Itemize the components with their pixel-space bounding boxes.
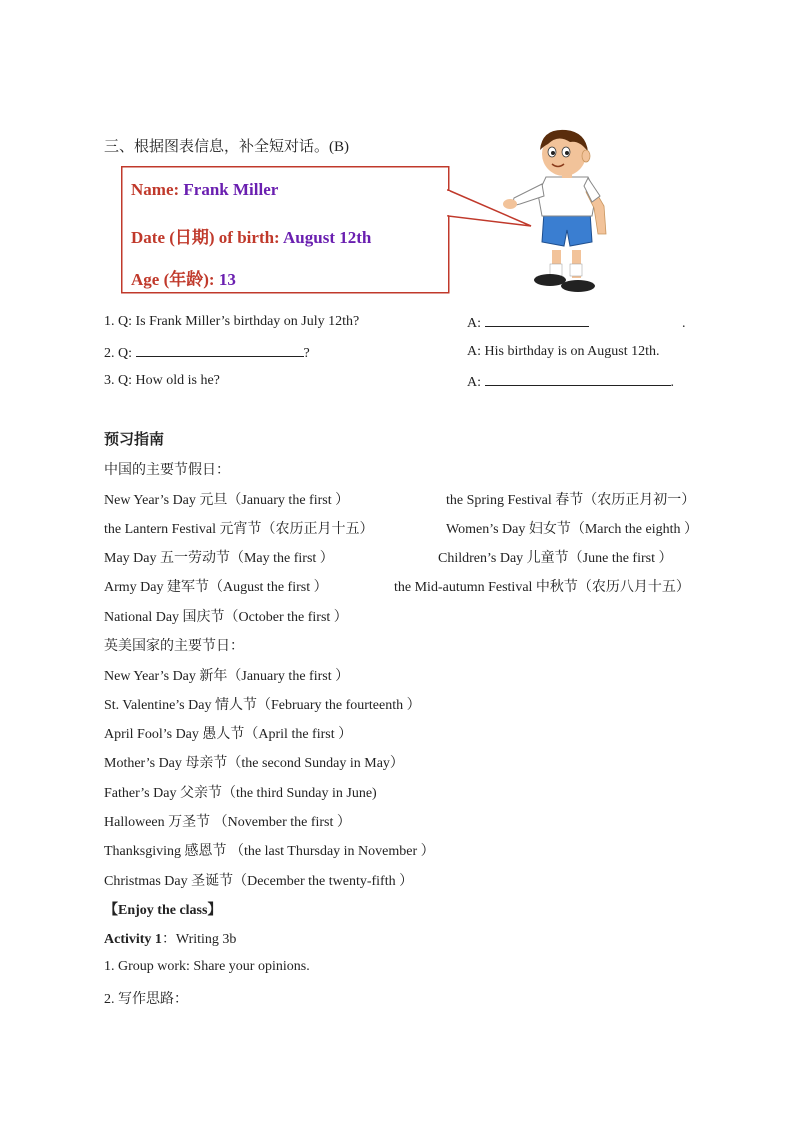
enjoy-item-1: 1. Group work: Share your opinions. — [104, 959, 310, 974]
question-3-text: 3. Q: How old is he? — [104, 373, 220, 388]
answer-1-label: A: — [467, 316, 481, 331]
question-3 — [104, 373, 220, 389]
activity-label: Activity 1 — [104, 932, 162, 947]
west-row-5: Father’s Day 父亲节（the third Sunday in June) — [104, 786, 377, 801]
activity-rest: ：Writing 3b — [161, 932, 237, 947]
west-row-8: Christmas Day 圣诞节（December the twenty-fifth ） — [104, 874, 414, 889]
cn-row-3-left: May Day 五一劳动节（May the first ） — [104, 551, 334, 566]
answer-3 — [467, 373, 674, 391]
answer-3-label: A: — [467, 375, 481, 390]
question-2-end: ? — [303, 346, 310, 361]
answer-1-end: . — [682, 316, 686, 331]
date-label: Date (日期) of birth: — [131, 228, 280, 247]
cn-row-4-left: Army Day 建军节（August the first ） — [104, 580, 328, 595]
name-label: Name: — [131, 180, 180, 199]
answer-1-blank[interactable] — [485, 314, 589, 327]
age-label: Age (年龄): — [131, 270, 215, 289]
west-row-4: Mother’s Day 母亲节（the second Sunday in May） — [104, 756, 404, 771]
question-1-text: 1. Q: Is Frank Miller’s birthday on July 12th? — [104, 314, 360, 329]
guide-title: 预习指南 — [104, 430, 165, 448]
answer-2-text: A: His birthday is on August 12th. — [467, 344, 660, 359]
boy-illustration — [500, 122, 630, 302]
name-value: Frank Miller — [183, 180, 279, 199]
west-row-2: St. Valentine’s Day 情人节（February the fourteenth ） — [104, 698, 421, 713]
answer-1 — [467, 314, 686, 332]
question-2-label: 2. Q: — [104, 346, 132, 361]
card-date-line — [131, 223, 371, 248]
answer-3-end: . — [670, 375, 674, 390]
question-2 — [104, 344, 310, 362]
cn-row-2-right: Women’s Day 妇女节（March the eighth ） — [446, 522, 698, 537]
west-row-6: Halloween 万圣节 （November the first ） — [104, 815, 351, 830]
date-value: August 12th — [283, 228, 372, 247]
west-row-1: New Year’s Day 新年（January the first ） — [104, 669, 350, 684]
answer-2 — [467, 344, 660, 360]
info-card — [121, 166, 449, 293]
cn-row-1-left: New Year’s Day 元旦（January the first ） — [104, 493, 350, 508]
enjoy-item-2: 2. 写作思路： — [104, 992, 188, 1007]
cn-row-4-right: the Mid-autumn Festival 中秋节（农历八月十五） — [394, 580, 690, 595]
card-age-line — [131, 265, 236, 290]
exercise-heading: 三、根据图表信息，补全短对话。(B) — [104, 139, 349, 155]
question-2-blank[interactable] — [136, 344, 304, 357]
enjoy-title: 【Enjoy the class】 — [104, 903, 222, 918]
west-row-7: Thanksgiving 感恩节 （the last Thursday in November ） — [104, 844, 435, 859]
cn-row-3-right: Children’s Day 儿童节（June the first ） — [438, 551, 673, 566]
activity-line — [104, 928, 236, 948]
cn-row-5-left: National Day 国庆节（October the first ） — [104, 610, 348, 625]
card-name-line — [131, 180, 278, 200]
cn-row-2-left: the Lantern Festival 元宵节（农历正月十五） — [104, 522, 374, 537]
answer-3-blank[interactable] — [485, 373, 671, 386]
age-value: 13 — [218, 270, 236, 289]
cn-row-1-right: the Spring Festival 春节（农历正月初一） — [446, 493, 696, 508]
question-1 — [104, 314, 359, 330]
west-holidays-title: 英美国家的主要节日： — [104, 639, 244, 654]
cn-holidays-title: 中国的主要节假日： — [104, 463, 230, 478]
west-row-3: April Fool’s Day 愚人节（April the first ） — [104, 727, 353, 742]
